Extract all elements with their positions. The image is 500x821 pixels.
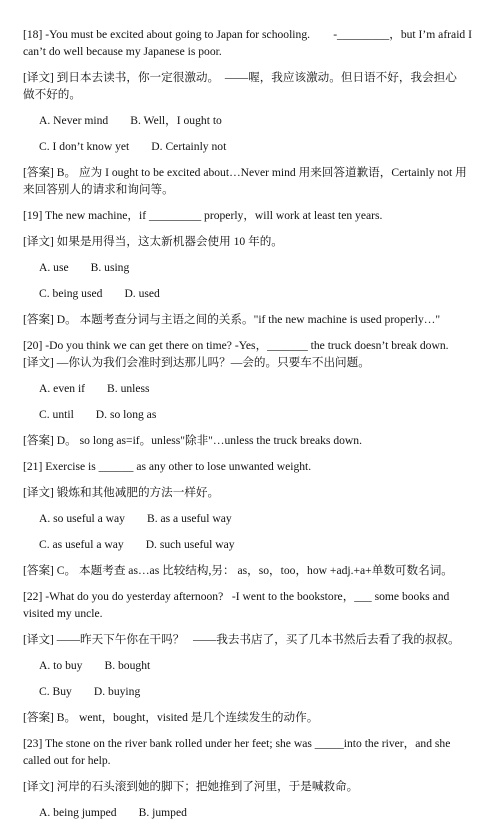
q18-translation: [译文] 到日本去读书，你一定很激动。 ——喔，我应该激动。但日语不好，我会担心 bbox=[23, 71, 457, 84]
q18-question: [18] -You must be excited about going to Japan for schooling. -_________，but I’m afraid I bbox=[23, 28, 472, 41]
q23-question: [23] The stone on the river bank rolled under her feet; she was _____into the river，and she bbox=[23, 737, 451, 750]
q23-options-ab bbox=[23, 804, 486, 821]
q23-question-cont: called out for help. bbox=[23, 754, 111, 767]
q19-option-c: C. being used bbox=[39, 287, 103, 300]
q18-translation-cont: 做不好的。 bbox=[23, 88, 81, 101]
q19-question: [19] The new machine，if _________ properly，will work at least ten years. bbox=[23, 209, 383, 222]
q18-option-a: A. Never mind bbox=[39, 114, 109, 127]
q20-translation: [译文] —你认为我们会准时到达那儿吗？—会的。只要车不出问题。 bbox=[23, 356, 370, 369]
q22-option-c: C. Buy bbox=[39, 685, 72, 698]
q21-option-d: D. such useful way bbox=[145, 538, 235, 551]
q19-options-cd bbox=[23, 285, 486, 302]
q21-option-b: B. as a useful way bbox=[146, 512, 232, 525]
q23-option-b: B. jumped bbox=[138, 806, 187, 819]
q18-options-cd bbox=[23, 138, 486, 155]
q21-question: [21] Exercise is ______ as any other to lose unwanted weight. bbox=[23, 460, 312, 473]
q20-options-cd bbox=[23, 406, 486, 423]
q20-answer: [答案] D。 so long as=if。unless"除非"…unless the truck breaks down. bbox=[23, 434, 362, 447]
q20-option-b: B. unless bbox=[107, 382, 150, 395]
q21-option-c: C. as useful a way bbox=[39, 538, 124, 551]
q20-option-d: D. so long as bbox=[95, 408, 157, 421]
q20-question: [20] -Do you think we can get there on time? -Yes，_______ the truck doesn’t break down. bbox=[23, 339, 449, 352]
q21-options-cd bbox=[23, 536, 486, 553]
q18-answer: [答案] B。 应为 I ought to be excited about…Never mind 用来回答道歉语，Certainly not 用 bbox=[23, 166, 467, 179]
q22-translation: [译文] ——昨天下午你在干吗？ ——我去书店了，买了几本书然后去看了我的叔叔。 bbox=[23, 633, 460, 646]
q20-options-ab bbox=[23, 380, 486, 397]
q22-question-cont: visited my uncle. bbox=[23, 607, 103, 620]
q20-option-a: A. even if bbox=[39, 382, 86, 395]
q19-answer: [答案] D。 本题考查分词与主语之间的关系。"if the new machine is used properly…" bbox=[23, 313, 441, 326]
q19-option-a: A. use bbox=[39, 261, 69, 274]
q23-option-a: A. being jumped bbox=[39, 806, 117, 819]
q21-options-ab bbox=[23, 510, 486, 527]
q18-options-ab bbox=[23, 112, 486, 129]
q19-translation: [译文] 如果是用得当，这太新机器会使用 10 年的。 bbox=[23, 235, 283, 248]
q21-answer: [答案] C。 本题考查 as…as 比较结构,另： as，so，too，how +adj.+a+单数可数名词。 bbox=[23, 564, 453, 577]
q19-option-d: D. used bbox=[124, 287, 160, 300]
q22-options-cd bbox=[23, 683, 486, 700]
q22-question: [22] -What do you do yesterday afternoon? -I went to the bookstore，___ some books and bbox=[23, 590, 450, 603]
q22-answer: [答案] B。 went，bought，visited 是几个连续发生的动作。 bbox=[23, 711, 319, 724]
q18-question-cont: can’t do well because my Japanese is poor. bbox=[23, 45, 222, 58]
q18-answer-cont: 来回答别人的请求和询问等。 bbox=[23, 183, 174, 196]
q22-option-a: A. to buy bbox=[39, 659, 83, 672]
q19-option-b: B. using bbox=[90, 261, 130, 274]
q21-translation: [译文] 锻炼和其他减肥的方法一样好。 bbox=[23, 486, 220, 499]
q19-options-ab bbox=[23, 259, 486, 276]
q18-option-c: C. I don’t know yet bbox=[39, 140, 130, 153]
q18-option-d: D. Certainly not bbox=[151, 140, 227, 153]
q20-option-c: C. until bbox=[39, 408, 74, 421]
q22-option-b: B. bought bbox=[104, 659, 151, 672]
q22-options-ab bbox=[23, 657, 486, 674]
q18-option-b: B. Well，I ought to bbox=[130, 114, 222, 127]
q22-option-d: D. buying bbox=[93, 685, 141, 698]
q23-translation: [译文] 河岸的石头滚到她的脚下；把她推到了河里，于是喊救命。 bbox=[23, 780, 359, 793]
q21-option-a: A. so useful a way bbox=[39, 512, 125, 525]
